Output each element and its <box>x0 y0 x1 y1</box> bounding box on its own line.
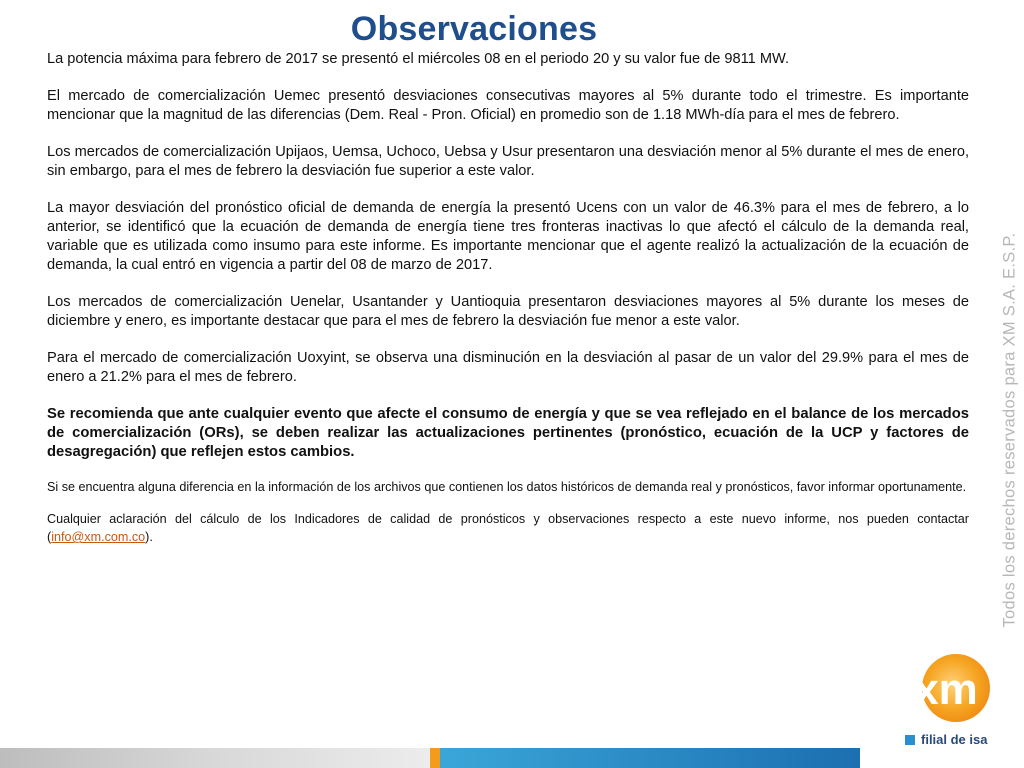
observations-body <box>47 50 969 560</box>
footer-color-bar <box>0 748 860 768</box>
observation-paragraph: Los mercados de comercialización Uenelar, Usantander y Uantioquia presentaron desviaciones mayores al 5% durante los meses de diciembre y enero, es importante destacar que para el mes de febrero la desviación fue menor a este valor. <box>47 294 969 329</box>
page-title: Observaciones <box>350 10 598 48</box>
logo-text: xm <box>914 665 978 714</box>
contact-prefix: Cualquier aclaración del cálculo de los Indicadores de calidad de pronósticos y observaciones respecto a este nuevo informe, nos pueden contactar ( <box>47 512 969 544</box>
files-note: Si se encuentra alguna diferencia en la información de los archivos que contienen los datos históricos de demanda real y pronósticos, favor informar oportunamente. <box>47 480 967 494</box>
tagline <box>905 732 987 747</box>
copyright-watermark: Todos los derechos reservados para XM S.A. E.S.P. <box>1000 232 1019 628</box>
observation-paragraph: La mayor desviación del pronóstico oficial de demanda de energía la presentó Ucens con un valor de 46.3% para el mes de febrero, a lo anterior, se identificó que la ecuación de demanda de energía tiene tres fronteras inactivas lo que afectó el cálculo de la demanda real, variable que es utilizada como insumo para este informe. Es importante mencionar que el agente realizó la actualización de la ecuación de demanda, la cual entró en vigencia a partir del 08 de marzo de 2017. <box>47 200 969 273</box>
footer-bar-grey <box>0 748 430 768</box>
observation-paragraph: Para el mercado de comercialización Uoxyint, se observa una disminución en la desviación al pasar de un valor del 29.9% para el mes de enero a 21.2% para el mes de febrero. <box>47 350 969 385</box>
tagline-text: filial de isa <box>921 732 988 747</box>
contact-email-link[interactable]: info@xm.com.co <box>51 530 146 544</box>
footer-bar-blue <box>440 748 860 768</box>
observation-paragraph: El mercado de comercialización Uemec presentó desviaciones consecutivas mayores al 5% durante todo el trimestre. Es importante mencionar que la magnitud de las diferencias (Dem. Real - Pron. Oficial) en promedio son de 1.18 MWh-día para el mes de febrero. <box>47 88 969 123</box>
tagline-square-icon <box>905 735 915 745</box>
observation-paragraph: Los mercados de comercialización Upijaos, Uemsa, Uchoco, Uebsa y Usur presentaron una desviación menor al 5% durante el mes de enero, sin embargo, para el mes de febrero la desviación fue superior a este valor. <box>47 144 969 179</box>
recommendation-paragraph: Se recomienda que ante cualquier evento que afecte el consumo de energía y que se vea reflejado en el balance de los mercados de comercialización (ORs), se deben realizar las actualizaciones pertinentes (pronóstico, ecuación de la UCP y factores de desagregación) que reflejen estos cambios. <box>47 406 969 460</box>
footer-bar-orange <box>430 748 440 768</box>
observation-paragraph: La potencia máxima para febrero de 2017 se presentó el miércoles 08 en el periodo 20 y su valor fue de 9811 MW. <box>47 51 790 67</box>
contact-note <box>47 510 969 546</box>
xm-logo <box>898 650 998 730</box>
contact-suffix: ). <box>145 530 153 544</box>
